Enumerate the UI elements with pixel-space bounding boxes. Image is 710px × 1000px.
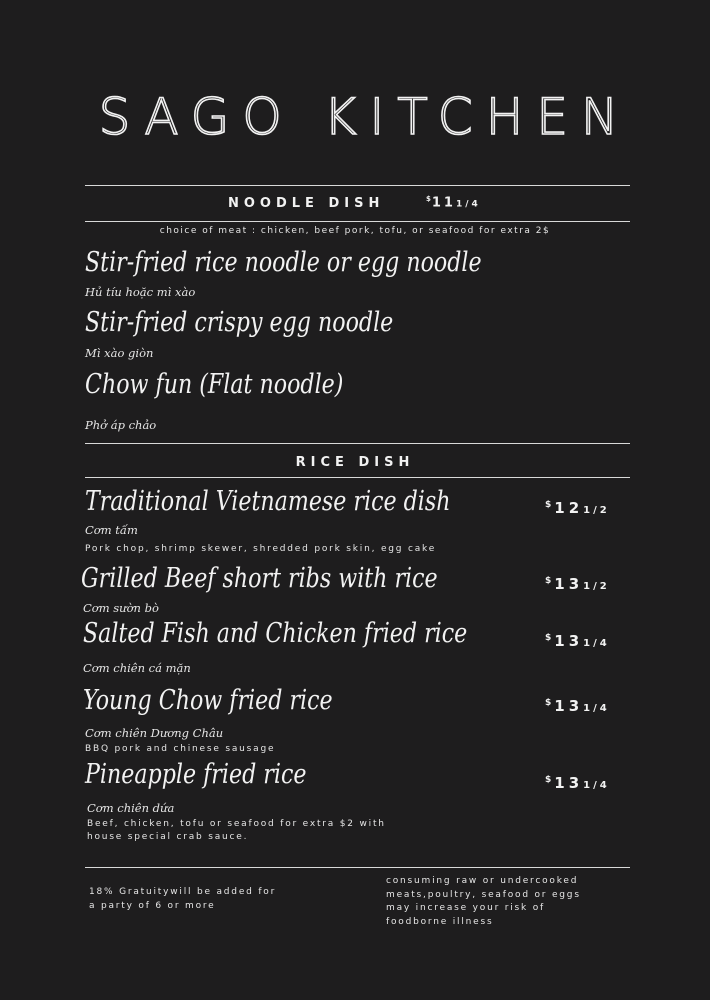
dish-vietnamese-name: Phở áp chảo [85,418,157,432]
warning-line: consuming raw or undercooked [386,876,579,886]
dish-name: Pineapple fried rice [85,759,307,790]
dish-vietnamese-name: Cơm chiên dứa [87,801,175,815]
dish-name: Traditional Vietnamese rice dish [85,486,451,517]
dish-price [545,774,610,792]
price-fraction: 1/4 [583,703,610,714]
price-whole: 13 [554,632,584,650]
price-currency: $ [545,500,555,510]
dish-name: Young Chow fried rice [83,685,333,716]
price-whole: 13 [554,575,584,593]
dish-description: BBQ pork and chinese sausage [85,744,276,754]
warning-line: foodborne illness [386,916,494,927]
dish-vietnamese-name: Cơm chiên cá mặn [83,661,191,675]
gratuity-line: 18% Gratuitywill be added for [89,887,277,897]
price-currency: $ [545,775,555,785]
price-whole: 13 [554,697,584,715]
warning-line: meats,poultry, seafood or eggs [386,889,581,900]
price-fraction: 1/4 [583,780,610,791]
divider [85,477,630,478]
dish-vietnamese-name: Cơm sườn bò [83,601,159,615]
divider [85,867,630,868]
price-whole: 12 [554,499,584,517]
price-whole: 13 [554,774,584,792]
dish-vietnamese-name: Cơm tấm [85,523,138,537]
restaurant-title: SAGO KITCHEN [98,88,632,146]
price-currency: $ [545,698,555,708]
dish-name: Stir-fried rice noodle or egg noodle [85,247,482,278]
noodle-section-price [426,195,481,210]
warning-line: may increase your risk of [386,903,545,913]
divider [85,221,630,222]
dish-price [545,632,610,650]
meat-choice-note: choice of meat : chicken, beef pork, tofu, or seafood for extra 2$ [159,226,551,236]
dish-name: Grilled Beef short ribs with rice [81,563,438,594]
dish-price [545,499,610,517]
price-fraction: 1/2 [583,581,610,592]
dish-description: Pork chop, shrimp skewer, shredded pork skin, egg cake [85,544,437,554]
price-currency: $ [426,195,432,203]
dish-price [545,697,610,715]
price-whole: 11 [431,195,456,211]
gratuity-note [89,886,276,913]
dish-name: Salted Fish and Chicken fried rice [83,618,468,649]
dish-vietnamese-name: Mì xào giòn [85,346,154,360]
dish-vietnamese-name: Cơm chiên Dương Châu [85,726,224,740]
dish-description: Beef, chicken, tofu or seafood for extra $2 with [87,819,386,829]
divider [85,185,630,186]
noodle-section-heading: NOODLE DISH [228,196,385,211]
price-fraction: 1/4 [455,199,481,210]
dish-name: Chow fun (Flat noodle) [85,369,344,400]
dish-description: house special crab sauce. [87,832,249,842]
divider [85,443,630,444]
dish-vietnamese-name: Hủ tíu hoặc mì xào [85,285,196,299]
price-currency: $ [545,633,555,643]
gratuity-line: a party of 6 or more [89,900,216,911]
dish-name: Stir-fried crispy egg noodle [85,307,394,338]
price-fraction: 1/2 [583,505,610,516]
food-safety-warning [386,875,581,929]
price-currency: $ [545,576,555,586]
dish-price [545,575,610,593]
price-fraction: 1/4 [583,638,610,649]
rice-section-heading: RICE DISH [295,455,415,470]
